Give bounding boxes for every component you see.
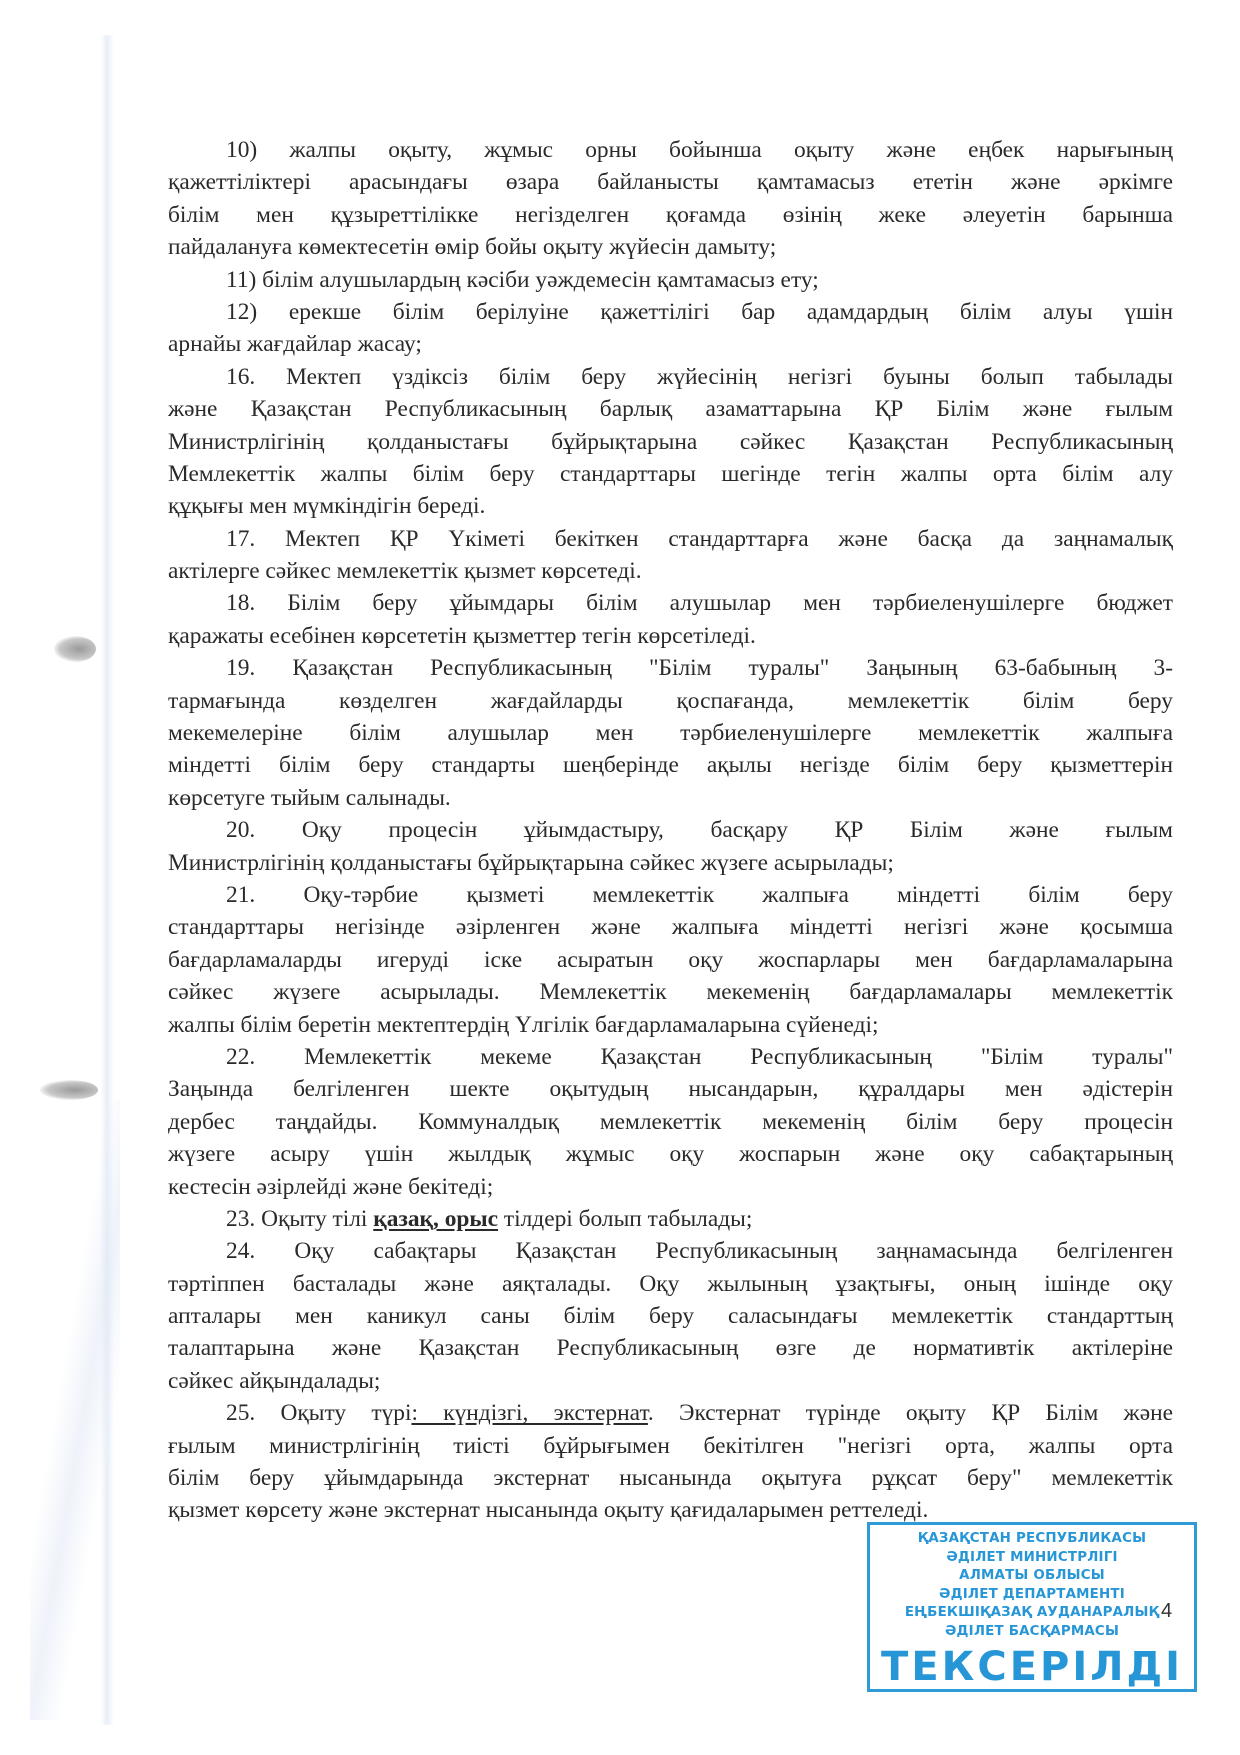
text-line: талаптарына және Қазақстан Республикасының өзге де нормативтік актілеріне (168, 1335, 1173, 1362)
stamp-line: АЛМАТЫ ОБЛЫСЫ (959, 1568, 1105, 1584)
text-line: сәйкес жүзеге асырылады. Мемлекеттік мекеменің бағдарламалары мемлекеттік (168, 979, 1173, 1006)
text-line: 17. Мектеп ҚР Үкіметі бекіткен стандарттарға және басқа да заңнамалық (226, 525, 1173, 552)
text-line: пайдалануға көмектесетін өмір бойы оқыту жүйесін дамыту; (168, 234, 777, 261)
text-line: жалпы білім беретін мектептердің Үлгілік бағдарламаларына сүйенеді; (168, 1011, 879, 1038)
text-line: Министрлігінің қолданыстағы бұйрықтарына сәйкес Қазақстан Республикасының (168, 428, 1173, 455)
line23-before: 23. Оқыту тілі (226, 1205, 374, 1232)
text-line: және Қазақстан Республикасының барлық азаматтарына ҚР Білім және ғылым (168, 396, 1173, 423)
stamp-line: ӘДІЛЕТ МИНИСТРЛІГІ (946, 1549, 1118, 1565)
text-line: құқығы мен мүмкіндігін береді. (168, 493, 486, 520)
text-line-form (168, 1397, 1173, 1429)
text-line: дербес таңдайды. Коммуналдық мемлекеттік мекеменің білім беру процесін (168, 1108, 1173, 1135)
text-line: 19. Қазақстан Республикасының "Білім туралы" Заңының 63-бабының 3- (226, 655, 1173, 682)
text-line: тармағында көзделген жағдайларды қоспағанда, мемлекеттік білім беру (168, 687, 1173, 714)
page-edge-fold (30, 1100, 120, 1720)
text-line: жүзеге асыру үшін жылдық жұмыс оқу жоспарын және оқу сабақтарының (168, 1141, 1173, 1168)
text-line: 18. Білім беру ұйымдары білім алушылар мен тәрбиеленушілерге бюджет (226, 590, 1173, 617)
stamp-verdict: ТЕКСЕРІЛДІ (881, 1643, 1183, 1690)
line25-before: 25. Оқыту түрі (226, 1400, 412, 1427)
text-line: 12) ерекше білім берілуіне қажеттілігі бар адамдардың білім алуы үшін (226, 298, 1173, 325)
text-line: апталары мен каникул саны білім беру саласындағы мемлекеттік стандарттың (168, 1303, 1173, 1330)
text-line: сәйкес айқындалады; (168, 1367, 381, 1394)
text-line: 21. Оқу-тәрбие қызметі мемлекеттік жалпыға міндетті білім беру (226, 881, 1173, 908)
binder-ring-icon (54, 636, 96, 662)
language-emphasis: қазақ, орыс (373, 1205, 499, 1232)
text-line: білім беру ұйымдарында экстернат нысанында оқытуға рұқсат беру" мемлекеттік (168, 1465, 1173, 1492)
text-line: 24. Оқу сабақтары Қазақстан Республикасының заңнамасында белгіленген (226, 1238, 1173, 1265)
text-line: актілерге сәйкес мемлекеттік қызмет көрсетеді. (168, 558, 642, 585)
stamp-line: ҚАЗАҚСТАН РЕСПУБЛИКАСЫ (917, 1531, 1147, 1546)
text-line-language (168, 1203, 1173, 1235)
text-line: 22. Мемлекеттік мекеме Қазақстан Республикасының "Білім туралы" (226, 1043, 1173, 1070)
text-line: Министрлігінің қолданыстағы бұйрықтарына сәйкес жүзеге асырылады; (168, 849, 894, 876)
stamp-line: ЕҢБЕКШІҚАЗАҚ АУДАНАРАЛЫҚ (904, 1605, 1160, 1621)
stamp-line: ӘДІЛЕТ ДЕПАРТАМЕНТІ (939, 1586, 1125, 1602)
text-line: Заңында белгіленген шекте оқытудың нысандарын, құралдары мен әдістерін (168, 1076, 1173, 1103)
text-line: қызмет көрсету және экстернат нысанында оқыту қағидаларымен реттеледі. (168, 1497, 929, 1524)
text-line: 11) білім алушылардың кәсіби уәждемесін қамтамасыз ету; (226, 266, 819, 293)
text-line: қаражаты есебінен көрсететін қызметтер тегін көрсетіледі. (168, 622, 756, 649)
document-body (168, 134, 1173, 1527)
binder-ring-icon (40, 1080, 98, 1100)
text-line: ғылым министрлігінің тиісті бұйрығымен бекітілген "негізгі орта, жалпы орта (168, 1432, 1173, 1459)
text-line: арнайы жағдайлар жасау; (168, 331, 422, 358)
text-line: 16. Мектеп үздіксіз білім беру жүйесінің негізгі буыны болып табылады (226, 363, 1173, 390)
text-line: 20. Оқу процесін ұйымдастыру, басқару ҚР Білім және ғылым (226, 817, 1173, 844)
study-form-underlined: : күндізгі, экстернат (411, 1400, 648, 1427)
text-line: стандарттары негізінде әзірленген және жалпыға міндетті негізгі және қосымша (168, 914, 1173, 941)
stamp-line: ӘДІЛЕТ БАСҚАРМАСЫ (944, 1623, 1120, 1639)
text-line: білім мен құзыреттілікке негізделген қоғамда өзінің жеке әлеуетін барынша (168, 201, 1173, 228)
text-line: мекемелеріне білім алушылар мен тәрбиеленушілерге мемлекеттік жалпыға (168, 720, 1173, 747)
text-line: кестесін әзірлейді және бекітеді; (168, 1173, 494, 1200)
text-line: тәртіппен басталады және аяқталады. Оқу жылының ұзақтығы, оның ішінде оқу (168, 1270, 1173, 1297)
text-line: Мемлекеттік жалпы білім беру стандарттары шегінде тегін жалпы орта білім алу (168, 460, 1173, 487)
text-line: көрсетуге тыйым салынады. (168, 784, 451, 811)
text-line: 10) жалпы оқыту, жұмыс орны бойынша оқыту және еңбек нарығының (226, 137, 1173, 163)
verification-stamp (867, 1522, 1197, 1692)
line23-after: тілдері болып табылады; (498, 1205, 753, 1232)
line25-after: . Экстернат түрінде оқыту ҚР Білім және (647, 1400, 1173, 1427)
text-line: қажеттіліктері арасындағы өзара байланысты қамтамасыз ететін және әркімге (168, 169, 1173, 196)
text-line: бағдарламаларды игеруді іске асыратын оқу жоспарлары мен бағдарламаларына (168, 946, 1173, 973)
text-line: міндетті білім беру стандарты шеңберінде ақылы негізде білім беру қызметтерін (168, 752, 1173, 779)
page-number: 4 (1161, 1600, 1173, 1622)
